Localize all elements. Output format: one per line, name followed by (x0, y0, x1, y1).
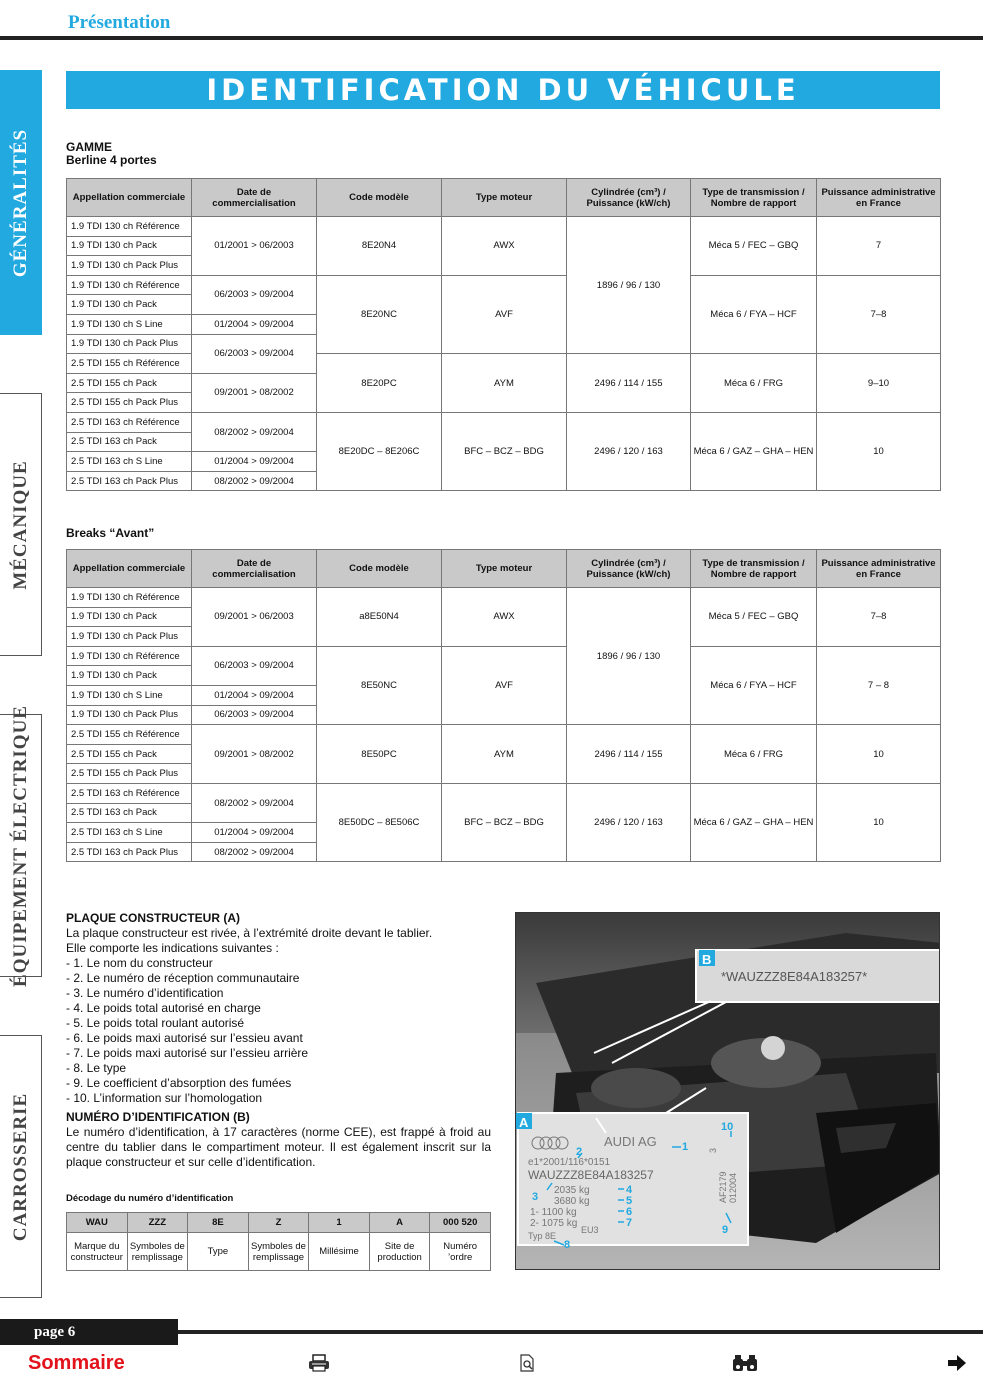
col-cylindree: Cylindrée (cm³) / Puissance (kW/ch) (567, 550, 691, 588)
col-cylindree: Cylindrée (cm³) / Puissance (kW/ch) (567, 179, 691, 217)
breaks-table (66, 549, 941, 862)
table-row: 2.5 TDI 155 ch Pack Plus (67, 393, 941, 413)
col-code: Code modèle (317, 550, 442, 588)
plaque-item-2: - 2. Le numéro de réception communautaire (66, 971, 300, 985)
binoculars-icon[interactable] (733, 1354, 757, 1372)
callout-3: 3 (532, 1191, 539, 1203)
breaks-heading: Breaks “Avant” (66, 526, 155, 540)
plaque-intro: La plaque constructeur est rivée, à l’extrémité droite devant le tablier. (66, 926, 433, 940)
callout-8: 8 (564, 1239, 571, 1251)
table-row: 1.9 TDI 130 ch Pack Plus 06/2003 > 09/2004 (67, 705, 941, 725)
col-puissance: Puissance administrative en France (817, 550, 941, 588)
callout-2: 2 (576, 1146, 583, 1158)
plaque-item-3: - 3. Le numéro d’identification (66, 986, 224, 1000)
callout-5: 5 (626, 1195, 633, 1207)
col-date: Date de commercialisation (192, 179, 317, 217)
plate-brand: AUDI AG (604, 1134, 657, 1149)
plate-eu: EU3 (581, 1225, 599, 1235)
plate-type: Typ 8E (528, 1231, 557, 1241)
table-row: 1.9 TDI 130 ch S Line 01/2004 > 09/2004 (67, 314, 941, 334)
table-row: 1.9 TDI 130 ch Pack (67, 236, 941, 256)
plate-side-1: AF2179 (718, 1171, 728, 1203)
plaque-intro-2: Elle comporte les indications suivantes : (66, 941, 279, 955)
col-appellation: Appellation commerciale (67, 179, 192, 217)
plate-weight-1: 2035 kg (554, 1185, 590, 1196)
col-transmission: Type de transmission / Nombre de rapport (691, 550, 817, 588)
col-moteur: Type moteur (442, 179, 567, 217)
tab-generalites[interactable]: GÉNÉRALITÉS (0, 70, 42, 335)
table-row: 1.9 TDI 130 ch Référence 09/2001 > 06/2003 a8E50N4 AWX 1896 / 96 / 130 Méca 5 / FEC – GBQ 7–8 (67, 588, 941, 608)
page-search-icon[interactable] (519, 1354, 535, 1372)
table-row: 2.5 TDI 155 ch Pack Plus (67, 764, 941, 784)
section-title: Présentation (68, 12, 171, 33)
plaque-item-8: - 8. Le type (66, 1061, 127, 1075)
table-row: 2.5 TDI 163 ch Pack (67, 803, 941, 823)
col-code: Code modèle (317, 179, 442, 217)
page-number: page 6 (0, 1319, 178, 1345)
table-row: 1.9 TDI 130 ch Pack Plus (67, 627, 941, 647)
table-row: 2.5 TDI 163 ch Pack Plus 08/2002 > 09/2004 (67, 471, 941, 491)
table-row: 2.5 TDI 163 ch Référence 08/2002 > 09/2004 8E50DC – 8E506C BFC – BCZ – BDG 2496 / 120 / 163 Méca 6 / GAZ – GHA – HEN 10 (67, 783, 941, 803)
plate-weight-2: 3680 kg (554, 1196, 590, 1207)
callout-9: 9 (722, 1224, 729, 1236)
plaque-item-10: - 10. L’information sur l’homologation (66, 1091, 263, 1105)
col-date: Date de commercialisation (192, 550, 317, 588)
table-row: 2.5 TDI 163 ch Référence 08/2002 > 09/2004 8E20DC – 8E206C BFC – BCZ – BDG 2496 / 120 / 163 Méca 6 / GAZ – GHA – HEN 10 (67, 412, 941, 432)
footer-rule (178, 1330, 983, 1334)
callout-4: 4 (626, 1184, 633, 1196)
table-row: 1.9 TDI 130 ch Pack Plus (67, 256, 941, 276)
label-b: B (702, 952, 712, 967)
tab-mecanique[interactable]: MÉCANIQUE (0, 393, 42, 656)
table-row: 2.5 TDI 155 ch Pack 09/2001 > 08/2002 (67, 373, 941, 393)
sommaire-link[interactable]: Sommaire (28, 1352, 125, 1374)
table-row: 2.5 TDI 163 ch S Line 01/2004 > 09/2004 (67, 823, 941, 843)
plate-side-3: 3 (708, 1147, 718, 1153)
berline-table (66, 178, 941, 491)
table-row: 2.5 TDI 163 ch Pack Plus 08/2002 > 09/2004 (67, 842, 941, 862)
arrow-right-icon[interactable] (947, 1354, 967, 1372)
callout-1: 1 (682, 1141, 689, 1153)
callout-7: 7 (626, 1217, 633, 1229)
callout-6: 6 (626, 1206, 633, 1218)
plaque-heading: PLAQUE CONSTRUCTEUR (A) (66, 911, 240, 925)
engine-bay-photo (515, 912, 940, 1270)
table-row: 1.9 TDI 130 ch Pack (67, 295, 941, 315)
table-row: 1.9 TDI 130 ch Pack Plus 06/2003 > 09/2004 (67, 334, 941, 354)
table-row: 1.9 TDI 130 ch Référence 06/2003 > 09/2004 8E20NC AVF Méca 6 / FYA – HCF 7–8 (67, 275, 941, 295)
col-appellation: Appellation commerciale (67, 550, 192, 588)
label-a: A (519, 1115, 529, 1130)
decode-caption: Décodage du numéro d’identification (66, 1193, 234, 1204)
table-row: 1.9 TDI 130 ch Référence 06/2003 > 09/2004 8E50NC AVF Méca 6 / FYA – HCF 7 – 8 (67, 646, 941, 666)
table-row: 1.9 TDI 130 ch Référence 01/2001 > 06/2003 8E20N4 AWX 1896 / 96 / 130 Méca 5 / FEC – GBQ 7 (67, 217, 941, 237)
table-row: 2.5 TDI 155 ch Pack (67, 744, 941, 764)
printer-icon[interactable] (308, 1354, 330, 1372)
table-row: 1.9 TDI 130 ch S Line 01/2004 > 09/2004 (67, 685, 941, 705)
tab-equipement-electrique[interactable]: ÉQUIPEMENT ÉLECTRIQUE (0, 714, 42, 977)
plate-reception: e1*2001/116*0151 (528, 1157, 611, 1168)
col-puissance: Puissance administrative en France (817, 179, 941, 217)
vin-stamp: *WAUZZZ8E84A183257* (721, 969, 868, 984)
top-rule (0, 36, 983, 40)
callout-10: 10 (721, 1121, 734, 1133)
plaque-item-9: - 9. Le coefficient d’absorption des fumées (66, 1076, 292, 1090)
col-moteur: Type moteur (442, 550, 567, 588)
plaque-item-6: - 6. Le poids maxi autorisé sur l’essieu avant (66, 1031, 303, 1045)
plaque-section (66, 911, 491, 1170)
gamme-heading: GAMME Berline 4 portes (66, 140, 157, 167)
table-row: 2.5 TDI 163 ch S Line 01/2004 > 09/2004 (67, 452, 941, 472)
plate-side-2: 012004 (728, 1172, 738, 1203)
plaque-item-5: - 5. Le poids total roulant autorisé (66, 1016, 245, 1030)
table-row: Marque du constructeur Symboles de remplissage Type Symboles de remplissage Millésime Site de production Numéro ’ordre (67, 1233, 491, 1271)
plaque-item-7: - 7. Le poids maxi autorisé sur l’essieu arrière (66, 1046, 309, 1060)
decode-table: WAU ZZZ 8E Z 1 A 000 520 Marque du constructeur Symboles de remplissage Type Symboles de remplissage Millésime Site de production Numéro ’ordre (66, 1212, 491, 1271)
plaque-item-4: - 4. Le poids total autorisé en charge (66, 1001, 261, 1015)
numero-text: Le numéro d’identification, à 17 caractères (norme CEE), est frappé à froid au centre du tablier dans le compartiment moteur. Il est également inscrit sur la plaque constructeur et sur celle d’identification. (66, 1125, 491, 1169)
table-row: 2.5 TDI 155 ch Référence 09/2001 > 08/2002 8E50PC AYM 2496 / 114 / 155 Méca 6 / FRG 10 (67, 725, 941, 745)
plate-weight-3: 1- 1100 kg (530, 1207, 577, 1218)
page-title: IDENTIFICATION DU VÉHICULE (66, 71, 940, 109)
plate-weight-4: 2- 1075 kg (530, 1218, 578, 1229)
table-row: 1.9 TDI 130 ch Pack (67, 607, 941, 627)
tab-carrosserie[interactable]: CARROSSERIE (0, 1035, 42, 1298)
col-transmission: Type de transmission / Nombre de rapport (691, 179, 817, 217)
plate-vin: WAUZZZ8E84A183257 (528, 1168, 654, 1182)
table-row: 1.9 TDI 130 ch Pack (67, 666, 941, 686)
plaque-item-1: - 1. Le nom du constructeur (66, 956, 213, 970)
table-row: 2.5 TDI 163 ch Pack (67, 432, 941, 452)
numero-heading: NUMÉRO D’IDENTIFICATION (B) (66, 1110, 250, 1124)
table-row: 2.5 TDI 155 ch Référence 8E20PC AYM 2496 / 114 / 155 Méca 6 / FRG 9–10 (67, 354, 941, 374)
